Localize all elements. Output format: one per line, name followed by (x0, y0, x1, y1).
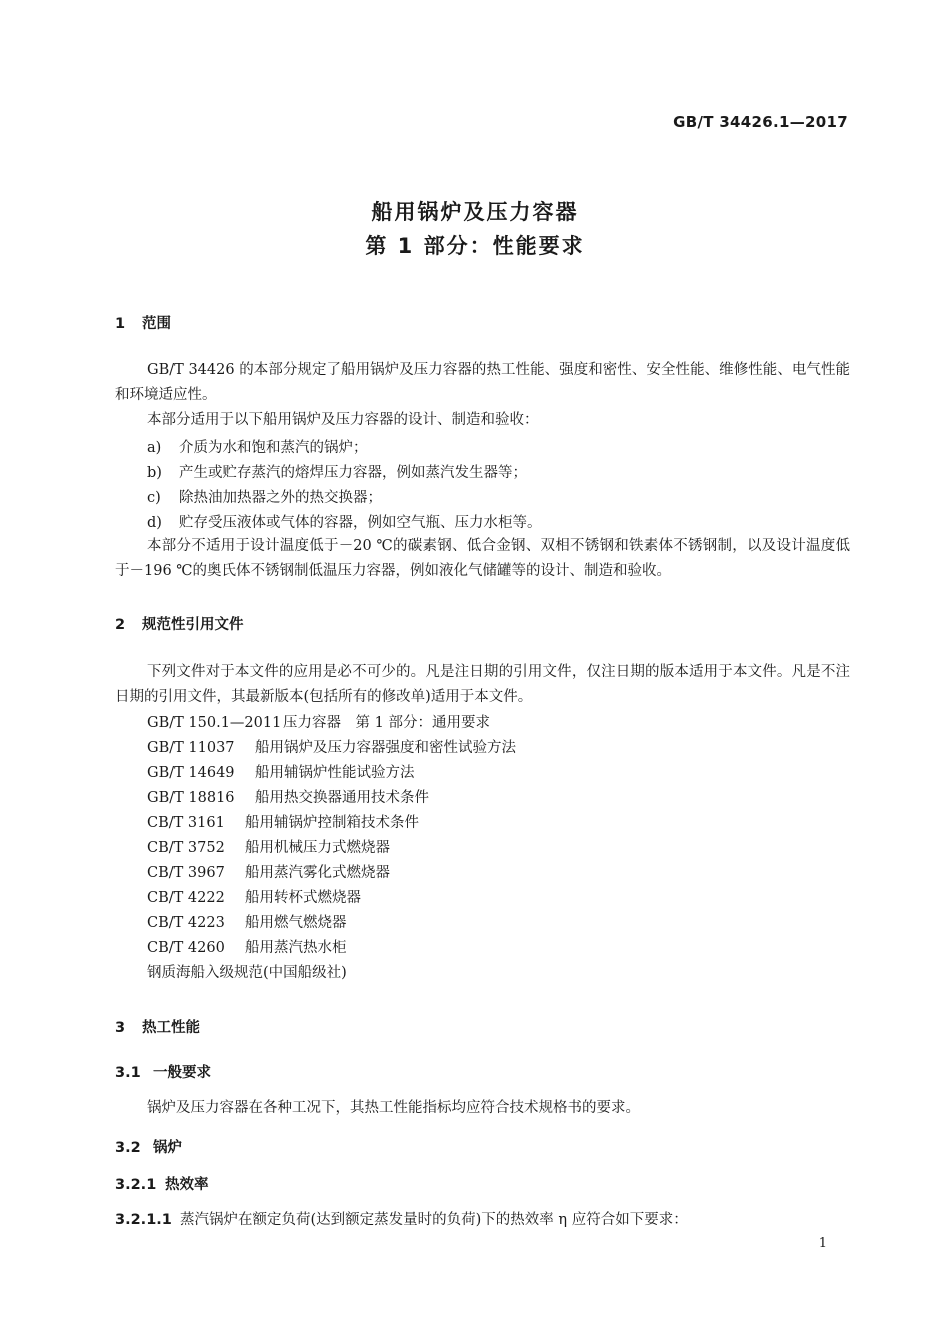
section-title: 锅炉 (153, 1140, 182, 1156)
list-item-label: a) (147, 440, 162, 456)
clause-number: 3.2.1.1 (115, 1212, 172, 1228)
section-2-heading (115, 613, 244, 634)
reference-item (147, 711, 490, 732)
reference-item-last: 钢质海船入级规范(中国船级社) (147, 965, 347, 981)
reference-title: 船用转杯式燃烧器 (245, 890, 361, 906)
reference-title: 船用蒸汽雾化式燃烧器 (245, 865, 390, 881)
reference-code: GB/T 11037 (147, 740, 235, 756)
reference-code: CB/T 4222 (147, 890, 225, 906)
reference-title: 船用机械压力式燃烧器 (245, 840, 390, 856)
reference-code: CB/T 3752 (147, 840, 225, 856)
section-number: 3.2 (115, 1140, 141, 1156)
reference-code: GB/T 18816 (147, 790, 235, 806)
list-item-label: c) (147, 490, 161, 506)
list-item-label: d) (147, 515, 162, 531)
list-item (147, 486, 382, 507)
reference-item (147, 811, 419, 832)
reference-item (147, 836, 390, 857)
section-2-paragraph-1: 下列文件对于本文件的应用是必不可少的。凡是注日期的引用文件，仅注日期的版本适用于本文件。凡是不注日期的引用文件，其最新版本(包括所有的修改单)适用于本文件。 (115, 664, 850, 705)
section-number: 1 (115, 316, 126, 332)
reference-title: 船用辅锅炉性能试验方法 (255, 765, 415, 781)
subsection-3-1-heading (115, 1061, 211, 1082)
section-3-heading (115, 1016, 200, 1037)
section-number: 3.1 (115, 1065, 141, 1081)
reference-item (147, 786, 429, 807)
subsection-3-2-heading (115, 1136, 182, 1157)
list-item (147, 511, 542, 532)
list-item (147, 436, 368, 457)
reference-code: GB/T 150.1—2011 (147, 715, 282, 731)
document-title-line2: 第 1 部分：性能要求 (365, 234, 585, 258)
reference-code: GB/T 14649 (147, 765, 235, 781)
standard-code: GB/T 34426.1—2017 (673, 113, 848, 131)
reference-title: 船用热交换器通用技术条件 (255, 790, 429, 806)
section-1-heading (115, 312, 171, 333)
reference-title: 压力容器 第 1 部分：通用要求 (283, 715, 490, 731)
reference-item (147, 886, 361, 907)
reference-item (147, 911, 347, 932)
section-title: 规范性引用文件 (142, 617, 244, 633)
list-item-text: 贮存受压液体或气体的容器，例如空气瓶、压力水柜等。 (179, 515, 542, 531)
reference-title: 船用燃气燃烧器 (245, 915, 347, 931)
reference-code: CB/T 3161 (147, 815, 225, 831)
document-title-line1: 船用锅炉及压力容器 (371, 200, 579, 224)
section-title: 热工性能 (142, 1020, 200, 1036)
section-title: 热效率 (165, 1177, 209, 1193)
clause-text: 蒸汽锅炉在额定负荷(达到额定蒸发量时的负荷)下的热效率 η 应符合如下要求： (180, 1212, 688, 1228)
reference-item (147, 761, 415, 782)
reference-title: 船用辅锅炉控制箱技术条件 (245, 815, 419, 831)
reference-title: 船用锅炉及压力容器强度和密性试验方法 (255, 740, 516, 756)
section-1-paragraph-1: GB/T 34426 的本部分规定了船用锅炉及压力容器的热工性能、强度和密性、安全性能、维修性能、电气性能和环境适应性。 (115, 362, 850, 403)
reference-item (147, 861, 390, 882)
section-title: 一般要求 (153, 1065, 211, 1081)
subsection-3-1-paragraph: 锅炉及压力容器在各种工况下，其热工性能指标均应符合技术规格书的要求。 (147, 1100, 640, 1116)
subsection-3-2-1-heading (115, 1173, 209, 1194)
section-title: 范围 (142, 316, 171, 332)
reference-code: CB/T 3967 (147, 865, 225, 881)
section-number: 2 (115, 617, 126, 633)
section-number: 3.2.1 (115, 1177, 157, 1193)
reference-item (147, 936, 347, 957)
section-number: 3 (115, 1020, 126, 1036)
clause-3-2-1-1 (115, 1208, 688, 1233)
page-number: 1 (818, 1236, 827, 1251)
reference-code: CB/T 4223 (147, 915, 225, 931)
reference-item (147, 736, 516, 757)
reference-code: CB/T 4260 (147, 940, 225, 956)
list-item (147, 461, 527, 482)
section-1-paragraph-2: 本部分适用于以下船用锅炉及压力容器的设计、制造和验收： (147, 412, 539, 428)
reference-title: 船用蒸汽热水柜 (245, 940, 347, 956)
list-item-text: 产生或贮存蒸汽的熔焊压力容器，例如蒸汽发生器等； (179, 465, 527, 481)
list-item-text: 除热油加热器之外的热交换器； (179, 490, 382, 506)
list-item-text: 介质为水和饱和蒸汽的锅炉； (179, 440, 368, 456)
list-item-label: b) (147, 465, 162, 481)
section-1-paragraph-3: 本部分不适用于设计温度低于－20 ℃的碳素钢、低合金钢、双相不锈钢和铁素体不锈钢制，以及设计温度低于－196 ℃的奥氏体不锈钢制低温压力容器，例如液化气储罐等的设计、制造和验收。 (115, 538, 850, 579)
